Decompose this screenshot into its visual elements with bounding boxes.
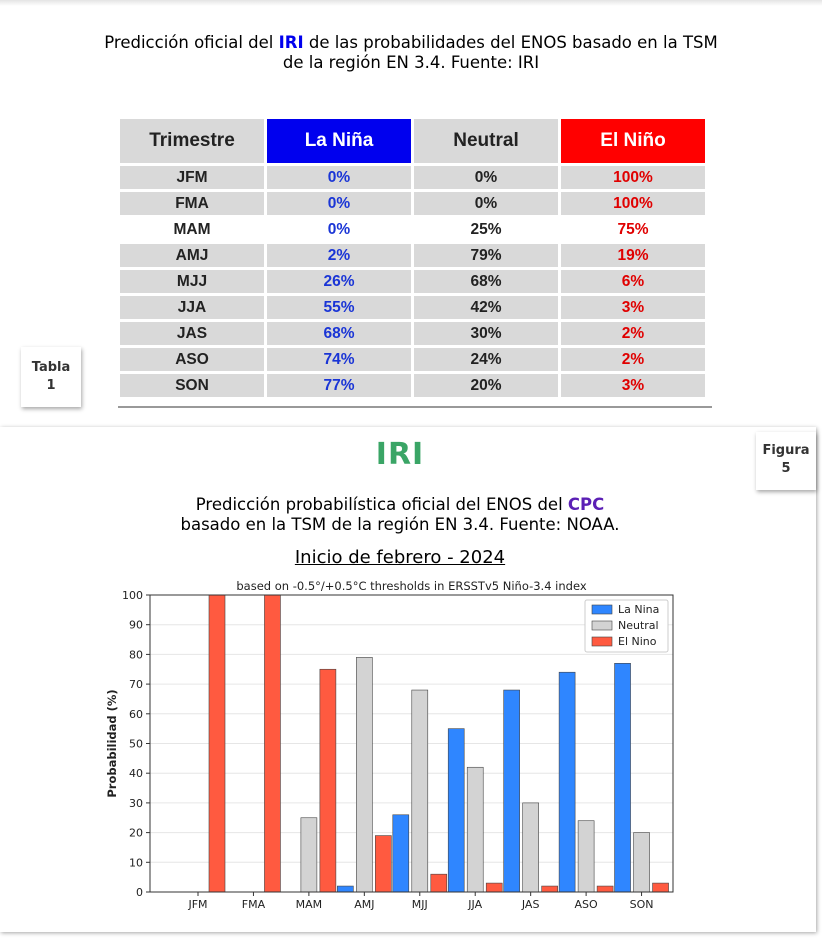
- table-title-suffix: de las probabilidades del ENOS basado en la TSM: [303, 33, 718, 52]
- chart-title: based on -0.5°/+0.5°C thresholds in ERSSTv5 Niño-3.4 index: [236, 579, 587, 593]
- y-tick-label: 100: [122, 589, 143, 602]
- cell-la-nina: 55%: [267, 296, 411, 319]
- cell-neutral: 0%: [414, 192, 558, 215]
- figura-tag-number: 5: [781, 461, 791, 476]
- x-tick-label: MAM: [295, 898, 323, 911]
- tabla-tag-label: Tabla: [31, 360, 71, 375]
- bar-el-nino: [597, 886, 613, 892]
- cell-trimestre: JJA: [120, 296, 264, 319]
- bar-el-nino: [320, 669, 336, 892]
- y-tick-label: 20: [129, 826, 143, 840]
- cell-el-nino: 100%: [561, 166, 705, 189]
- cell-neutral: 20%: [414, 374, 558, 397]
- table-title-prefix: Predicción oficial del: [104, 33, 279, 52]
- cell-la-nina: 2%: [267, 244, 411, 267]
- bar-el-nino: [209, 595, 225, 892]
- bar-la-nina: [337, 886, 353, 892]
- table-row: [120, 322, 705, 345]
- y-tick-label: 70: [129, 678, 143, 692]
- cell-neutral: 24%: [414, 348, 558, 371]
- y-tick-label: 80: [129, 648, 143, 662]
- figura-tag-label: Figura: [762, 443, 810, 458]
- figure-title-line2: basado en la TSM de la región EN 3.4. Fuente: NOAA.: [180, 515, 620, 534]
- figure-title: [120, 495, 680, 535]
- cell-el-nino: 75%: [561, 218, 705, 241]
- legend-swatch: [592, 605, 612, 614]
- cell-el-nino: 19%: [561, 244, 705, 267]
- bar-neutral: [412, 690, 428, 892]
- cell-el-nino: 3%: [561, 296, 705, 319]
- cell-neutral: 25%: [414, 218, 558, 241]
- cell-neutral: 79%: [414, 244, 558, 267]
- cell-el-nino: 100%: [561, 192, 705, 215]
- bar-la-nina: [393, 815, 409, 892]
- cell-la-nina: 0%: [267, 192, 411, 215]
- header-la-nina: La Niña: [267, 119, 411, 163]
- x-tick-label: AMJ: [354, 898, 375, 911]
- cell-trimestre: AMJ: [120, 244, 264, 267]
- cell-trimestre: ASO: [120, 348, 264, 371]
- tabla-tag: [21, 347, 81, 407]
- y-tick-label: 30: [129, 796, 143, 810]
- tabla-tag-number: 1: [46, 378, 56, 393]
- x-tick-label: JJA: [468, 898, 483, 911]
- x-tick-label: SON: [629, 898, 654, 911]
- table-body: [120, 166, 705, 397]
- cell-trimestre: JAS: [120, 322, 264, 345]
- figure-subtitle: [200, 547, 600, 568]
- cell-trimestre: FMA: [120, 192, 264, 215]
- enso-bar-chart: [95, 576, 685, 916]
- table-row: [120, 270, 705, 293]
- table-underline: [118, 406, 712, 408]
- bar-la-nina: [615, 663, 631, 892]
- cell-trimestre: SON: [120, 374, 264, 397]
- figure-title-line1: [120, 495, 680, 515]
- enso-probability-table: [117, 116, 708, 400]
- bar-neutral: [634, 833, 650, 892]
- bar-neutral: [467, 767, 483, 892]
- figure-title-highlight: CPC: [567, 495, 605, 514]
- cell-neutral: 68%: [414, 270, 558, 293]
- y-axis-label: Probabilidad (%): [105, 689, 119, 798]
- bar-la-nina: [448, 729, 464, 892]
- cell-trimestre: MJJ: [120, 270, 264, 293]
- table-title: [40, 33, 782, 73]
- y-tick-label: 90: [129, 618, 143, 632]
- table-row: [120, 218, 705, 241]
- x-tick-label: ASO: [574, 898, 598, 911]
- bar-la-nina: [504, 690, 520, 892]
- cell-trimestre: MAM: [120, 218, 264, 241]
- table-row: [120, 374, 705, 397]
- cell-el-nino: 6%: [561, 270, 705, 293]
- y-tick-label: 60: [129, 707, 143, 721]
- cell-el-nino: 3%: [561, 374, 705, 397]
- header-trimestre: Trimestre: [120, 119, 264, 163]
- bar-neutral: [356, 657, 372, 892]
- figure-title-prefix: Predicción probabilística oficial del ENOS del: [195, 495, 568, 514]
- table-title-highlight: IRI: [278, 33, 304, 52]
- table-row: [120, 296, 705, 319]
- bar-el-nino: [264, 595, 280, 892]
- cell-la-nina: 74%: [267, 348, 411, 371]
- iri-logo: IRI: [375, 437, 425, 472]
- legend-swatch: [592, 637, 612, 646]
- table-row: [120, 244, 705, 267]
- bar-el-nino: [653, 883, 669, 892]
- header-neutral: Neutral: [414, 119, 558, 163]
- table-header-row: [120, 119, 705, 163]
- table-row: [120, 166, 705, 189]
- bar-neutral: [523, 803, 539, 892]
- x-tick-label: FMA: [241, 898, 266, 911]
- y-tick-label: 40: [129, 767, 143, 781]
- legend-label: La Nina: [618, 603, 660, 616]
- cell-el-nino: 2%: [561, 348, 705, 371]
- cell-la-nina: 0%: [267, 166, 411, 189]
- x-tick-label: JFM: [188, 898, 208, 911]
- figura-tag: [756, 432, 816, 490]
- legend-label: El Nino: [618, 635, 657, 648]
- bar-el-nino: [431, 874, 447, 892]
- y-tick-label: 10: [129, 856, 143, 870]
- cell-la-nina: 26%: [267, 270, 411, 293]
- cell-neutral: 42%: [414, 296, 558, 319]
- top-shadow: [0, 0, 822, 6]
- cell-la-nina: 77%: [267, 374, 411, 397]
- table-row: [120, 348, 705, 371]
- bar-el-nino: [375, 836, 391, 892]
- cell-neutral: 30%: [414, 322, 558, 345]
- table-title-line2: de la región EN 3.4. Fuente: IRI: [282, 53, 540, 72]
- y-tick-label: 50: [129, 737, 143, 751]
- legend-label: Neutral: [618, 619, 659, 632]
- figure-subtitle-text: Inicio de febrero - 2024: [294, 547, 506, 568]
- cell-la-nina: 0%: [267, 218, 411, 241]
- bar-el-nino: [542, 886, 558, 892]
- bar-neutral: [578, 821, 594, 892]
- bar-la-nina: [559, 672, 575, 892]
- cell-neutral: 0%: [414, 166, 558, 189]
- x-tick-label: MJJ: [411, 898, 428, 911]
- bar-neutral: [301, 818, 317, 892]
- cell-el-nino: 2%: [561, 322, 705, 345]
- x-tick-label: JAS: [521, 898, 540, 911]
- bar-el-nino: [486, 883, 502, 892]
- cell-trimestre: JFM: [120, 166, 264, 189]
- legend-swatch: [592, 621, 612, 630]
- header-el-nino: El Niño: [561, 119, 705, 163]
- cell-la-nina: 68%: [267, 322, 411, 345]
- table-title-line1: [40, 33, 782, 53]
- y-tick-label: 0: [136, 886, 143, 899]
- table-row: [120, 192, 705, 215]
